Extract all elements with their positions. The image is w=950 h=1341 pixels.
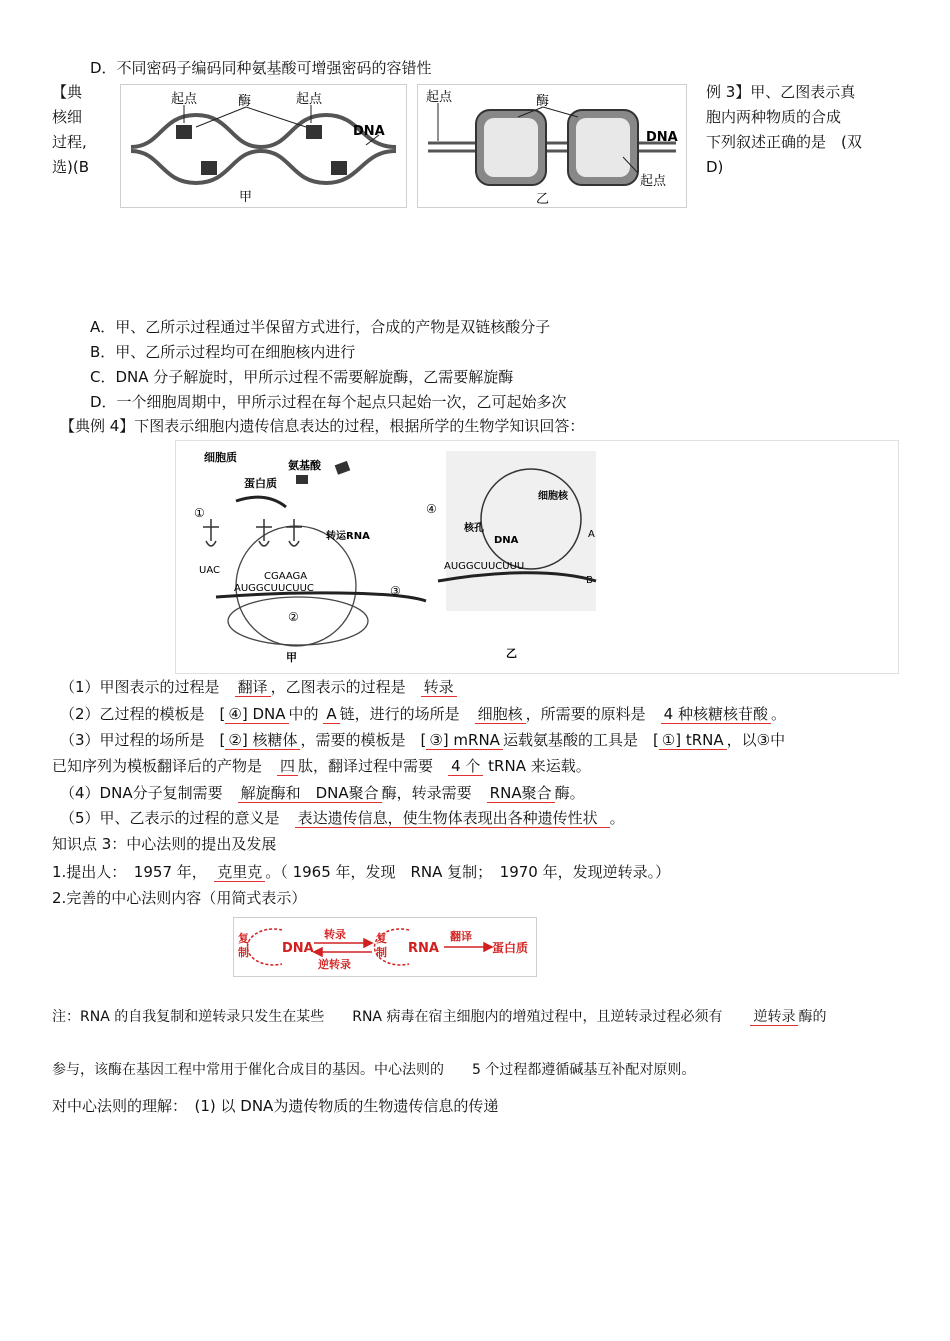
q1: （1）甲图表示的过程是 翻译 ，乙图表示的过程是 转录 bbox=[60, 677, 457, 697]
label-mei: 酶 bbox=[536, 94, 550, 109]
label-fuzhi-1: 复制 bbox=[238, 932, 249, 959]
label-qidian-bottom: 起点 bbox=[640, 174, 667, 189]
ex3-right-frag-1: 例 3】甲、乙图表示真 bbox=[706, 83, 856, 101]
ex3-option-d-prev: D．不同密码子编码同种氨基酸可增强密码的容错性 bbox=[90, 59, 432, 77]
answer: 四 bbox=[277, 757, 298, 776]
answer: ③] mRNA bbox=[426, 731, 503, 750]
ex3-option-a: A．甲、乙所示过程通过半保留方式进行，合成的产物是双链核酸分子 bbox=[90, 318, 551, 336]
kp3-line1: 1.提出人： 1957 年， 克里克 。（ 1965 年，发现 RNA 复制； 1970 年，发现逆转录。） bbox=[52, 863, 671, 881]
label-amino-acid: 氨基酸 bbox=[288, 459, 321, 472]
fig-ex3-jia-svg bbox=[121, 85, 406, 207]
ex3-left-frag-1: 【典 bbox=[52, 83, 83, 101]
enzyme-block bbox=[176, 125, 192, 139]
q3b: 已知序列为模板翻译后的产物是 四 肽，翻译过程中需要 4 个 tRNA 来运载。 bbox=[52, 757, 591, 775]
answer: ④] DNA bbox=[225, 705, 288, 724]
kp3-line3: 对中心法则的理解： (1) 以 DNA为遗传物质的生物遗传信息的传递 bbox=[52, 1097, 499, 1115]
enzyme-block bbox=[201, 161, 217, 175]
answer: 解旋酶和 DNA聚合 bbox=[238, 784, 382, 803]
answer: 逆转录 bbox=[750, 1009, 798, 1026]
answer: ①] tRNA bbox=[659, 731, 727, 750]
amino-acid-shape bbox=[296, 475, 308, 484]
ex3-right-frag-3: 下列叙述正确的是 (双 bbox=[706, 133, 862, 151]
central-dogma-diagram bbox=[233, 917, 537, 977]
label-a: A bbox=[588, 529, 595, 540]
ex3-left-frag-3: 过程, bbox=[52, 133, 87, 151]
ex3-left-frag-2: 核细 bbox=[52, 108, 83, 126]
label-dna: DNA bbox=[282, 941, 314, 956]
central-dogma-svg bbox=[234, 918, 536, 976]
marker-3: ③ bbox=[390, 584, 401, 598]
answer: 克里克 bbox=[214, 863, 265, 882]
label-cytoplasm: 细胞质 bbox=[204, 451, 237, 464]
ex3-right-frag-2: 胞内两种物质的合成 bbox=[706, 108, 842, 126]
fig-caption-yi: 乙 bbox=[506, 647, 517, 660]
enzyme-block bbox=[331, 161, 347, 175]
kp3-note1: 注：RNA 的自我复制和逆转录只发生在某些 RNA 病毒在宿主细胞内的增殖过程中，且逆转录过程必须有 逆转录 酶的 bbox=[52, 1009, 827, 1025]
q2: （2）乙过程的模板是 [ ④] DNA 中的 A 链，进行的场所是 细胞核 ，所需要的原料是 4 种核糖核苷酸 。 bbox=[60, 705, 786, 723]
answer: 表达遗传信息，使生物体表现出各种遗传性状 bbox=[295, 809, 610, 828]
enzyme-bubble-left-inner bbox=[484, 118, 538, 177]
kp3-title: 知识点 3：中心法则的提出及发展 bbox=[52, 835, 277, 853]
marker-2: ② bbox=[288, 610, 299, 624]
label-rna: RNA bbox=[408, 941, 439, 956]
answer: A bbox=[323, 705, 339, 724]
label-fuzhi-2: 复制 bbox=[376, 932, 387, 959]
ex3-option-d: D．一个细胞周期中，甲所示过程在每个起点只起始一次，乙可起始多次 bbox=[90, 393, 567, 411]
protein-chain bbox=[236, 497, 286, 507]
ex3-right-frag-4: D) bbox=[706, 158, 724, 176]
label-dna: DNA bbox=[353, 124, 385, 139]
label-b: B bbox=[586, 575, 593, 586]
marker-1: ① bbox=[194, 506, 205, 520]
fig-ex3-yi-svg bbox=[418, 85, 686, 207]
answer: RNA聚合 bbox=[487, 784, 555, 803]
answer: ②] 核糖体 bbox=[225, 731, 300, 750]
q4: （4）DNA分子复制需要 解旋酶和 DNA聚合 酶，转录需要 RNA聚合 酶。 bbox=[60, 784, 585, 802]
ex3-left-frag-4: 选)(B bbox=[52, 158, 89, 176]
label-zhuanlu: 转录 bbox=[324, 928, 346, 941]
label-nucleus: 细胞核 bbox=[538, 491, 568, 502]
label-qidian-2: 起点 bbox=[296, 92, 323, 107]
ex4-title: 【典例 4】下图表示细胞内遗传信息表达的过程，根据所学的生物学知识回答： bbox=[60, 417, 585, 435]
label-dna: DNA bbox=[494, 535, 519, 546]
codons-top: CGAAGA bbox=[264, 571, 308, 582]
anticodon: UAC bbox=[199, 565, 220, 576]
fig-ex3-jia bbox=[120, 84, 407, 208]
fig-ex4 bbox=[175, 440, 899, 674]
label-mei: 酶 bbox=[238, 94, 252, 109]
label-protein: 蛋白质 bbox=[244, 477, 277, 490]
label-fanyi: 翻译 bbox=[450, 930, 472, 943]
fig-ex3-yi bbox=[417, 84, 687, 208]
fig-caption-yi: 乙 bbox=[536, 192, 550, 207]
fig-ex4-svg bbox=[176, 441, 898, 673]
mrna-seq-yi: AUGGCUUCUUU bbox=[444, 561, 525, 572]
label-pore: 核孔 bbox=[464, 523, 484, 534]
label-qidian-1: 起点 bbox=[171, 92, 198, 107]
label-nizhuanlu: 逆转录 bbox=[318, 958, 351, 971]
answer: 翻译 bbox=[235, 678, 271, 697]
ex3-option-b: B．甲、乙所示过程均可在细胞核内进行 bbox=[90, 343, 356, 361]
answer: 转录 bbox=[421, 678, 457, 697]
mrna-seq-jia: AUGGCUUCUUC bbox=[234, 583, 314, 594]
answer: 4 种核糖核苷酸 bbox=[661, 705, 771, 724]
fig-caption-jia: 甲 bbox=[239, 190, 253, 205]
label-trna: 转运RNA bbox=[326, 531, 370, 542]
answer: 4 个 bbox=[448, 757, 483, 776]
label-qidian-top: 起点 bbox=[426, 90, 453, 105]
q5: （5）甲、乙表示的过程的意义是 表达遗传信息，使生物体表现出各种遗传性状 。 bbox=[60, 809, 625, 827]
amino-acid-shape bbox=[335, 461, 351, 475]
label-danbaizhi: 蛋白质 bbox=[492, 941, 529, 955]
q3: （3）甲过程的场所是 [ ②] 核糖体 ，需要的模板是 [ ③] mRNA 运载氨基酸的工具是 [ ①] tRNA ，以③中 bbox=[60, 731, 786, 749]
marker-4: ④ bbox=[426, 502, 437, 516]
answer: 细胞核 bbox=[475, 705, 526, 724]
label-dna: DNA bbox=[646, 130, 678, 145]
kp3-note2: 参与，该酶在基因工程中常用于催化合成目的基因。中心法则的 5 个过程都遵循碱基互补配对原则。 bbox=[52, 1062, 696, 1078]
enzyme-bubble-right-inner bbox=[576, 118, 630, 177]
enzyme-block bbox=[306, 125, 322, 139]
kp3-line2: 2.完善的中心法则内容（用简式表示） bbox=[52, 889, 307, 907]
ex3-option-c: C．DNA 分子解旋时，甲所示过程不需要解旋酶，乙需要解旋酶 bbox=[90, 368, 514, 386]
fig-caption-jia: 甲 bbox=[286, 651, 297, 664]
